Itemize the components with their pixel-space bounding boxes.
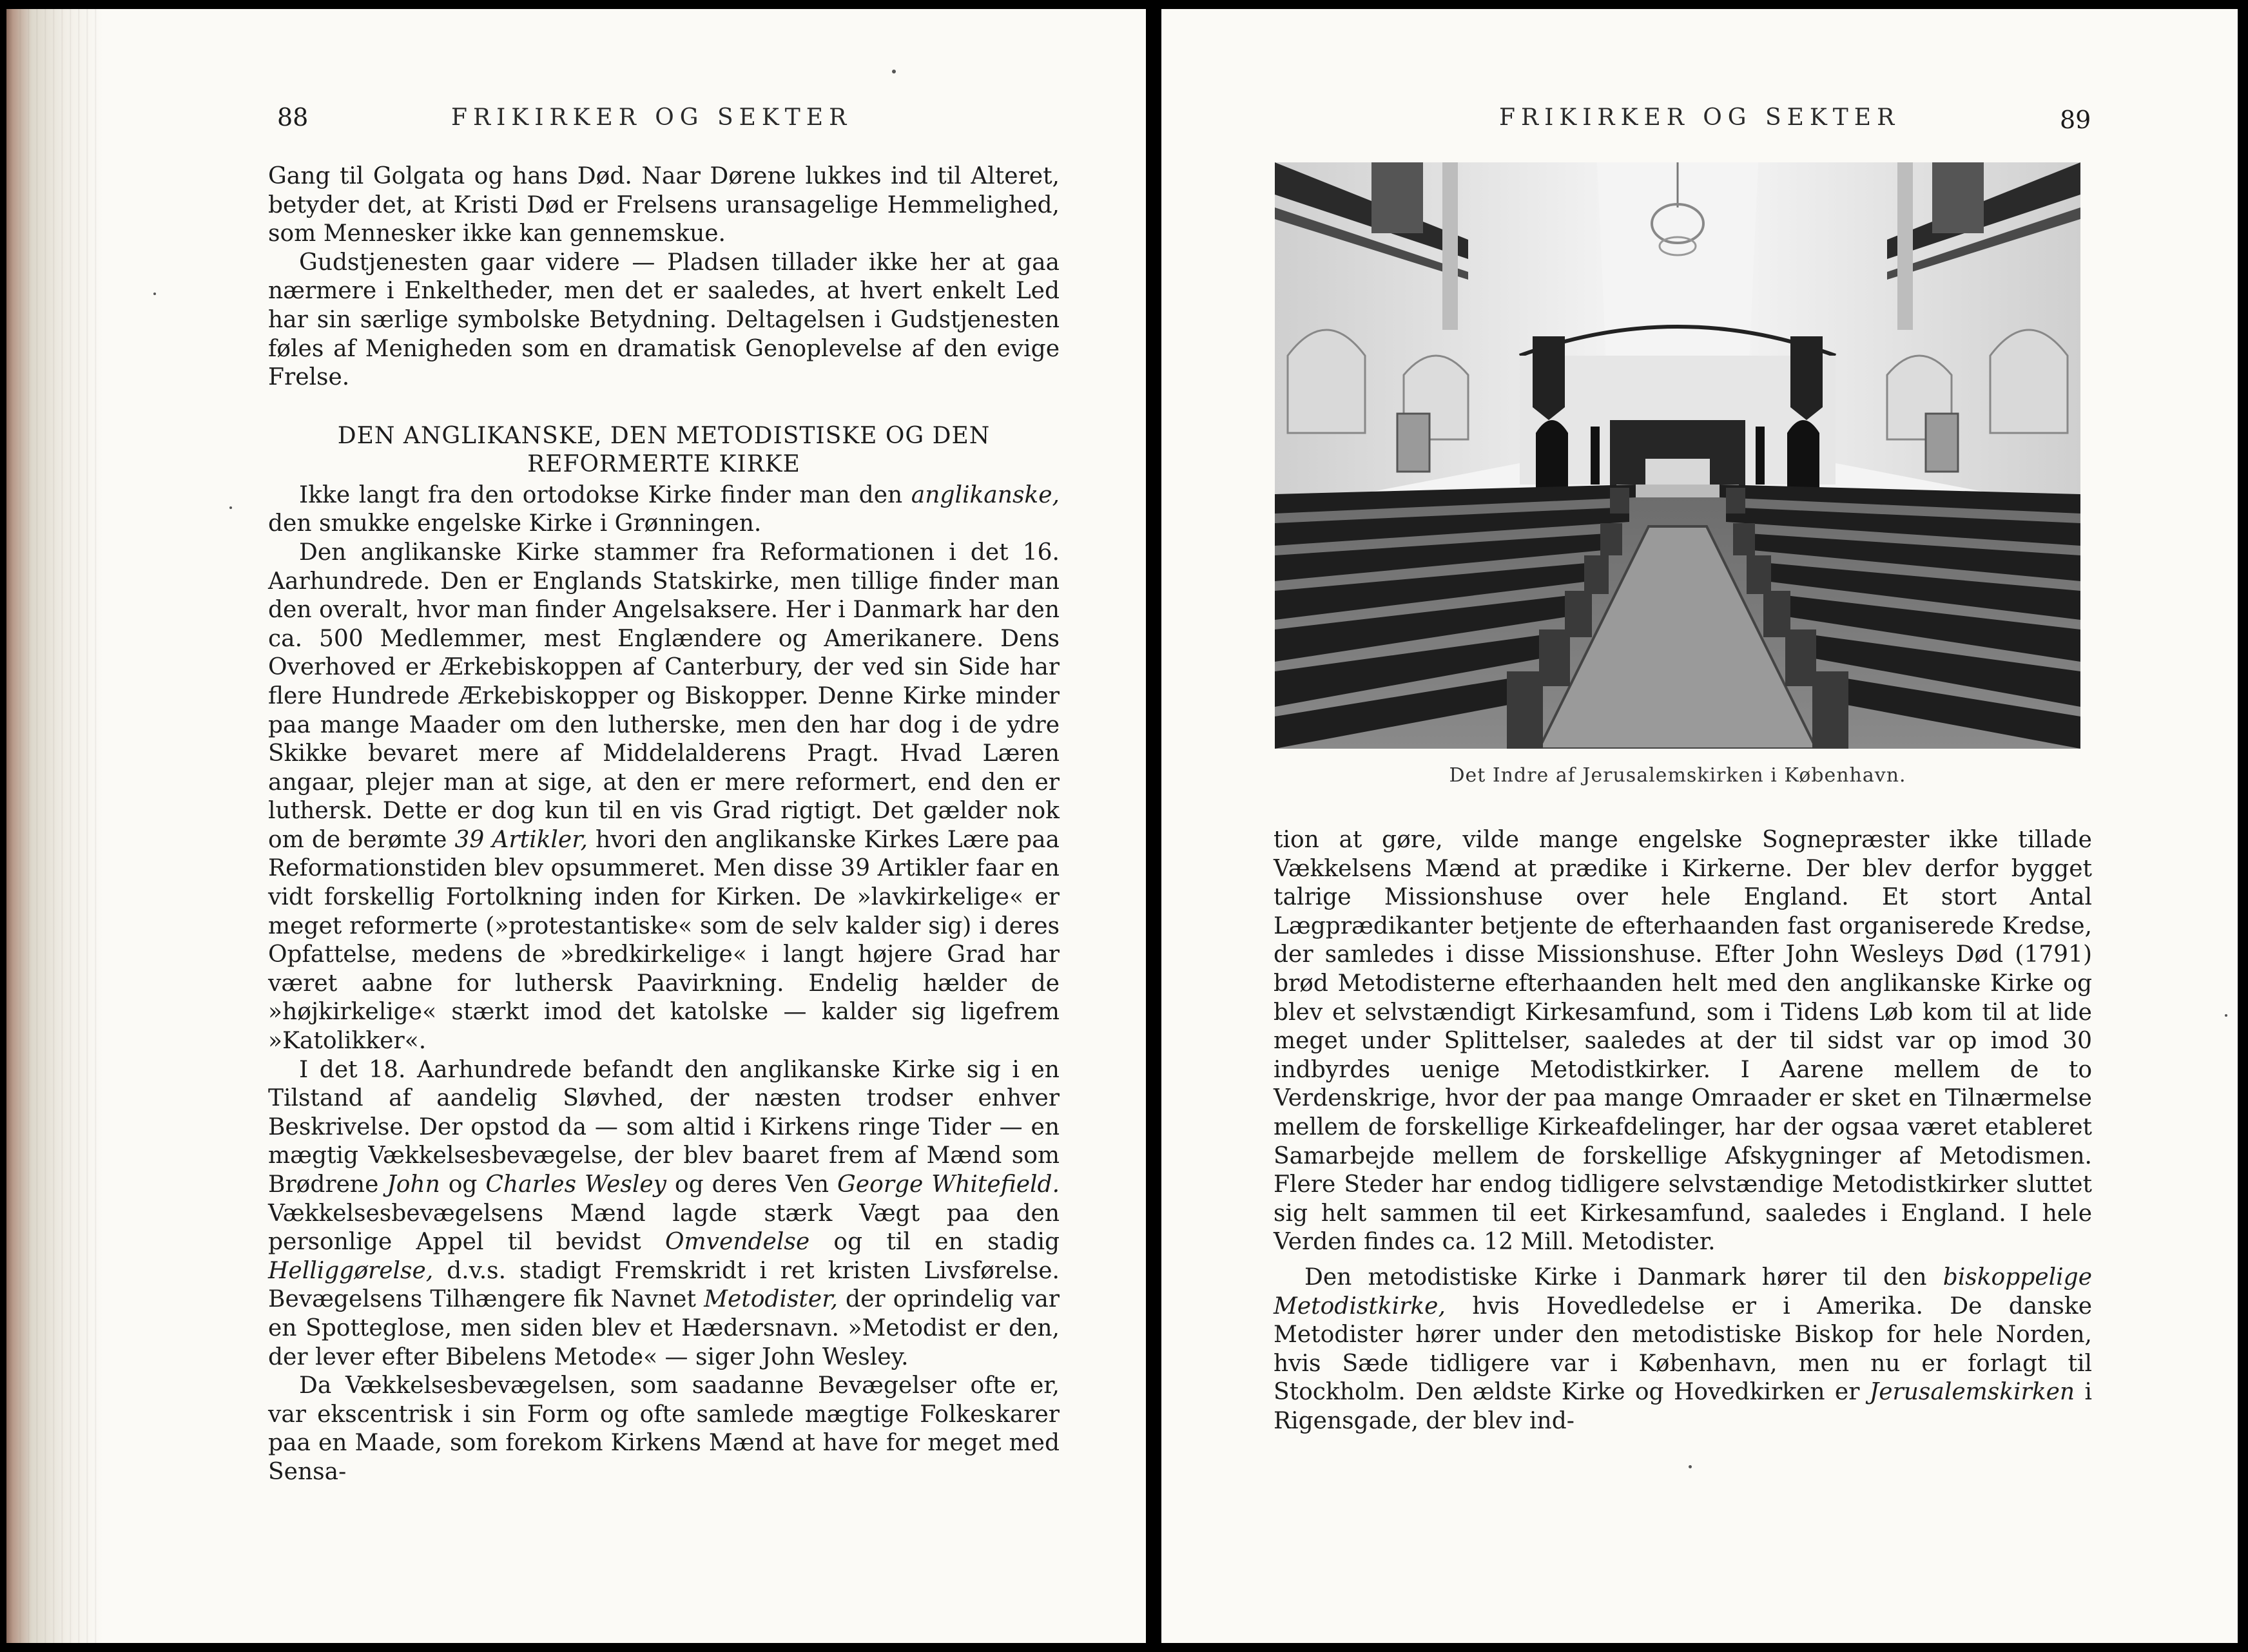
paper-speck bbox=[153, 293, 156, 295]
page-number-left: 88 bbox=[277, 103, 309, 131]
left-text-block bbox=[268, 162, 1060, 1487]
paragraph: Da Vækkelsesbevægelsen, som saadanne Bevægelser ofte er, var ekscentrisk i sin Form og ofte samlede mægtige Folkeskarer paa en Maade, som forekom Kirkens Mænd at have for meget med Sensa- bbox=[268, 1372, 1060, 1485]
paragraph: Den metodistiske Kirke i Danmark hører til den biskoppelige Metodistkirke, hvis Hovedledelse er i Amerika. De danske Metodister hører under den metodistiske Biskop for hele Norden, hvis Sæde tidligere var i København, men nu er forlagt til Stockholm. Den ældste Kirke og Hovedkirken er Jerusalemskirken i Rigensgade, der blev ind- bbox=[1274, 1263, 2092, 1434]
paragraph: tion at gøre, vilde mange engelske Sognepræster ikke tillade Vækkelsens Mænd at prædike i Kirkerne. Der blev derfor bygget talrige Missionshuse over hele England. Et stort Antal Lægprædikanter betjente de efterhaanden fast organiserede Kredse, der samledes i disse Missionshuse. Efter John Wesleys Død (1791) brød Metodisterne efterhaanden helt med den anglikanske Kirke og blev et selvstændigt Kirkesamfund, som i Tidens Løb kom til at lide meget under Splittelser, saaledes at der til sidst var op imod 30 indbyrdes uenige Metodistkirker. I Aarene mellem de to Verdenskrige, hvor der paa mange Omraader er sket en Tilnærmelse mellem de forskellige Kirkeafdelinger, har der ogsaa været etableret Samarbejde mellem de forskellige Afskygninger af Metodismen. Flere Steder har endog tidligere selvstændige Metodistkirker sluttet sig helt sammen til eet Kirkesamfund, saaledes i England. I hele Verden findes ca. 12 Mill. Metodister. bbox=[1274, 827, 2092, 1256]
page-stack-lines bbox=[13, 9, 103, 1643]
paper-speck bbox=[892, 70, 896, 73]
paragraph: Den anglikanske Kirke stammer fra Reformationen i det 16. Aarhundrede. Den er Englands Statskirke, men tillige finder man den overalt, hvor man finder Angelsaksere. Her i Danmark har den ca. 500 Medlemmer, mest Englændere og Amerikanere. Dens Overhoved er Ærkebiskoppen af Canterbury, der ved sin Side har flere Hundrede Ærkebiskopper og Biskopper. Denne Kirke minder paa mange Maader om den lutherske, men den har dog i de ydre Skikke bevaret mere af Middelalderens Pragt. Hvad Læren angaar, plejer man at sige, at den er mere reformert, end den er luthersk. Dette er dog kun til en vis Grad rigtigt. Det gælder nok om de berømte 39 Artikler, hvori den anglikanske Kirkes Lære paa Reformationstiden blev opsummeret. Men disse 39 Artikler faar en vidt forskellig Fortolkning inden for Kirken. De »lavkirkelige« er meget reformerte (»protestantiske« som de selv kalder sig) i deres Opfattelse, medens de »bredkirkelige« i langt højere Grad har været aabne for luthersk Paavirkning. Endelig hælder de »højkirkelige« stærkt imod det katolske — kalder sig ligefrem »Katolikker«. bbox=[268, 539, 1060, 1055]
running-head-left: FRIKIRKER OG SEKTER bbox=[451, 104, 853, 131]
section-heading bbox=[268, 422, 1060, 479]
paper-speck bbox=[2225, 1014, 2227, 1017]
photo-caption: Det Indre af Jerusalemskirken i København. bbox=[1449, 764, 1906, 787]
running-head-right: FRIKIRKER OG SEKTER bbox=[1499, 104, 1901, 131]
section-heading-line: DEN ANGLIKANSKE, DEN METODISTISKE OG DEN bbox=[337, 422, 991, 449]
church-interior-illustration bbox=[1275, 162, 2080, 749]
paragraph: Gudstjenesten gaar videre — Pladsen tillader ikke her at gaa nærmere i Enkeltheder, men det er saaledes, at hvert enkelt Led har sin særlige symbolske Betydning. Deltagelsen i Gudstjenesten føles af Menigheden som en dramatisk Genoplevelse af den evige Frelse. bbox=[268, 249, 1060, 391]
section-heading-line: REFORMERTE KIRKE bbox=[527, 450, 800, 477]
left-page bbox=[6, 9, 1146, 1643]
church-interior-photo bbox=[1275, 162, 2080, 749]
paragraph: I det 18. Aarhundrede befandt den anglikanske Kirke sig i en Tilstand af aandelig Sløvhed, der næsten trodser enhver Beskrivelse. Der opstod da — som altid i Kirkens ringe Tider — en mægtig Vækkelsesbevægelse, der blev baaret frem af Mænd som Brødrene John og Charles Wesley og deres Ven George Whitefield. Vækkelsesbevægelsens Mænd lagde stærk Vægt paa den personlige Appel til bevidst Omvendelse og til en stadig Helliggørelse, d.v.s. stadigt Fremskridt i ret kristen Livsførelse. Bevægelsens Tilhængere fik Navnet Metodister, der oprindelig var en Spotteglose, men siden blev et Hædersnavn. »Metodist er den, der lever efter Bibelens Metode« — siger John Wesley. bbox=[268, 1056, 1060, 1370]
paragraph: Gang til Golgata og hans Død. Naar Dørene lukkes ind til Alteret, betyder det, at Kristi Død er Frelsens uransagelige Hemmelighed, som Mennesker ikke kan gennemskue. bbox=[268, 163, 1060, 247]
paper-speck bbox=[1689, 1465, 1692, 1468]
right-page bbox=[1161, 9, 2238, 1643]
paper-speck bbox=[229, 506, 232, 509]
right-text-block bbox=[1274, 826, 2092, 1436]
page-number-right: 89 bbox=[2060, 106, 2091, 134]
paragraph: Ikke langt fra den ortodokse Kirke finder man den anglikanske, den smukke engelske Kirke i Grønningen. bbox=[268, 481, 1060, 537]
